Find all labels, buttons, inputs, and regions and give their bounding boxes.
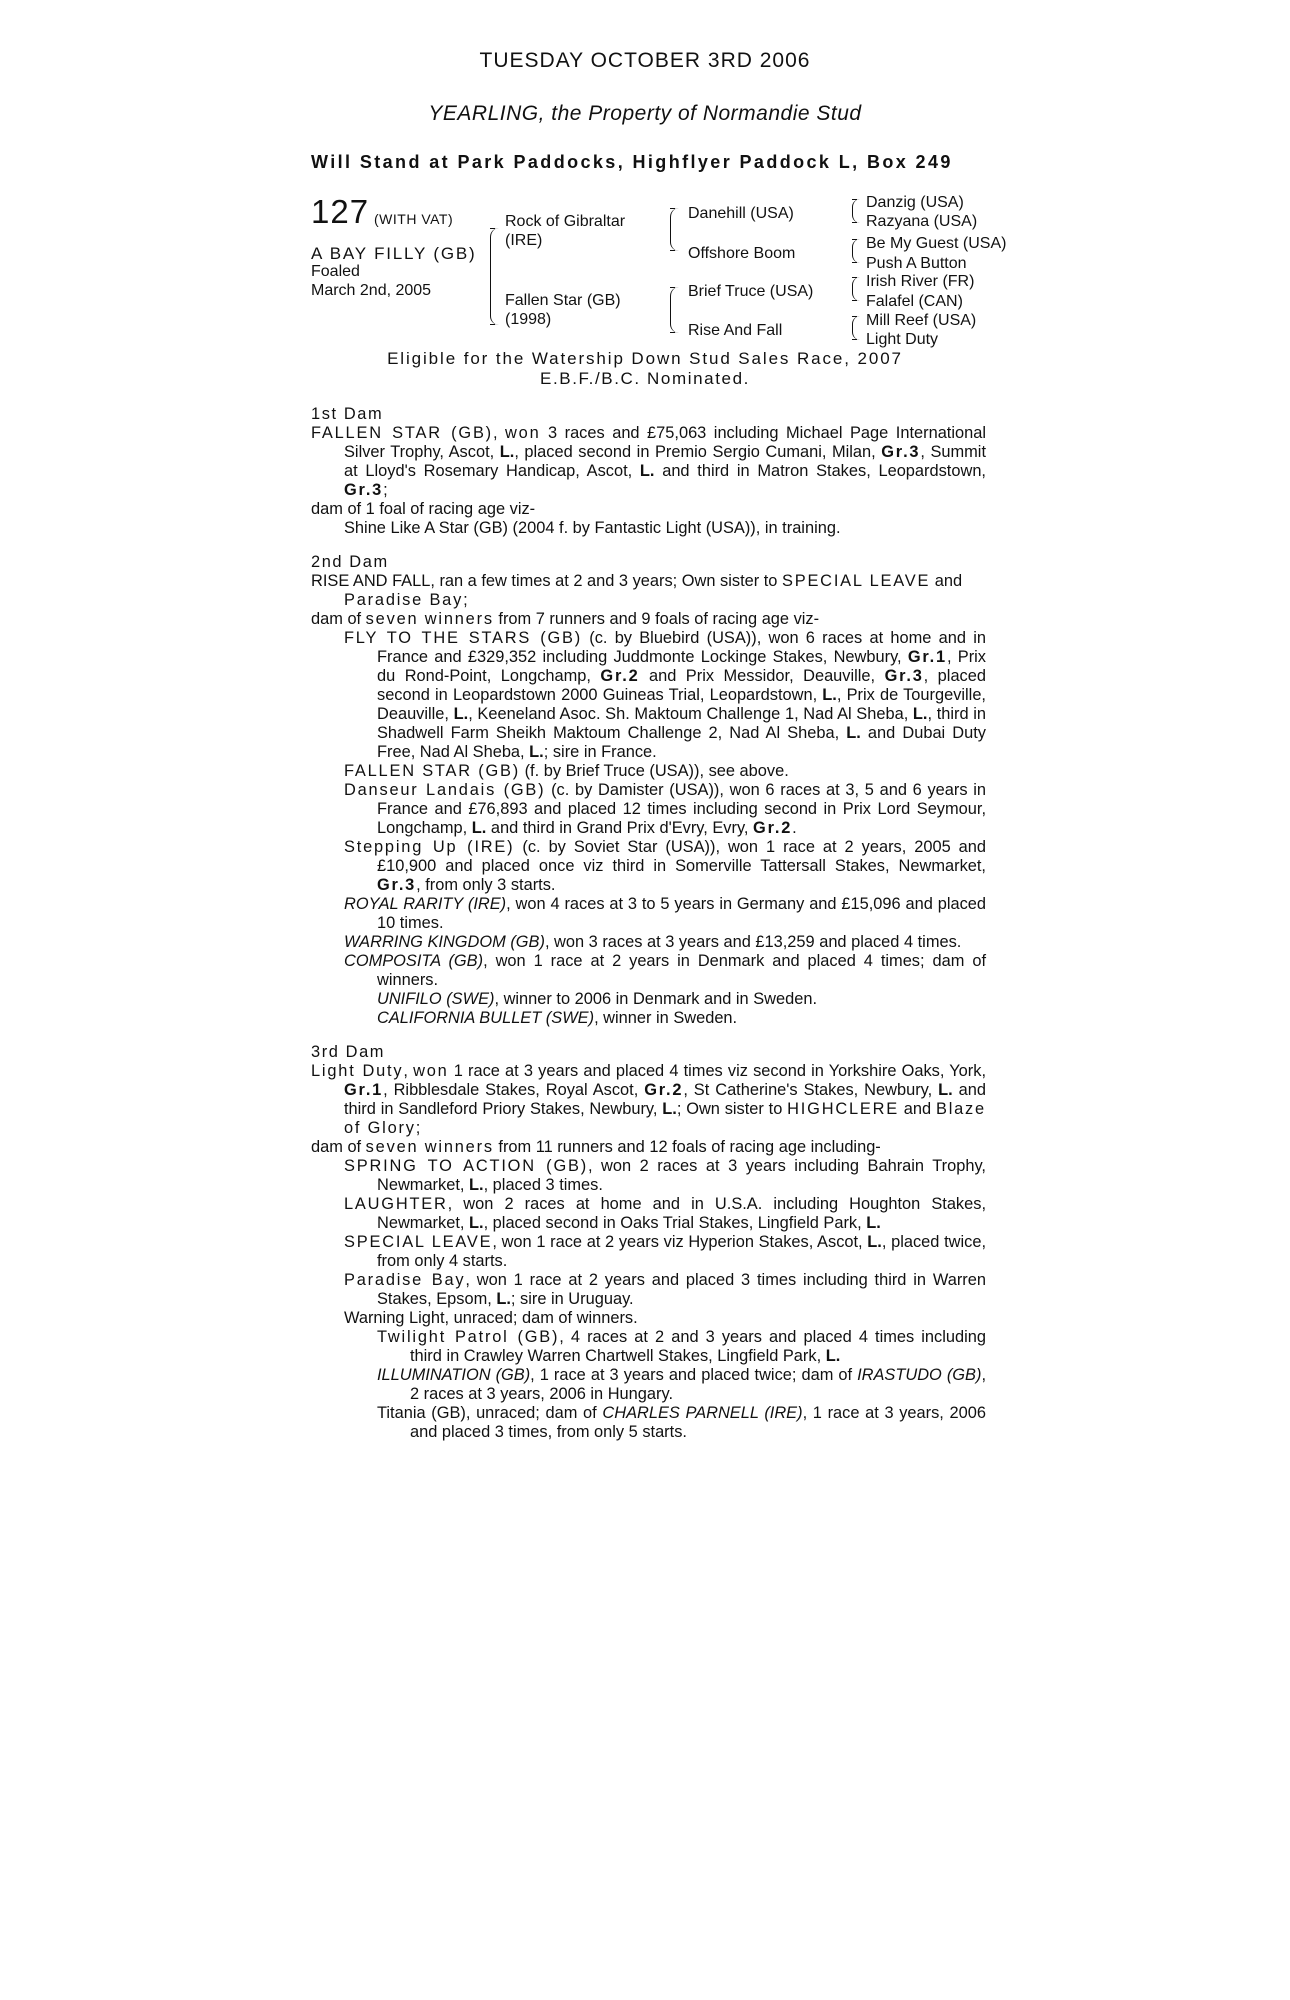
pedigree-bracket-g4: [852, 316, 860, 340]
pedigree-dam-dam: Rise And Fall: [688, 322, 783, 339]
pedigree-g5: Irish River (FR): [866, 273, 975, 290]
pedigree-bracket-main: [490, 228, 499, 325]
first-dam-produce-1: Shine Like A Star (GB) (2004 f. by Fantastic Light (USA)), in training.: [344, 519, 841, 537]
pedigree-g2: Razyana (USA): [866, 213, 978, 230]
warning-light-produce-twilight-patrol: Twilight Patrol (GB), 4 races at 2 and 3 years and placed 4 times including third in Crawley Warren Chartwell Stakes, Lingfield Park, L.: [377, 1328, 986, 1365]
pedigree-dam-sire: Brief Truce (USA): [688, 283, 814, 300]
pedigree-sire-sire: Danehill (USA): [688, 205, 794, 222]
second-dam-produce-stepping-up: Stepping Up (IRE) (c. by Soviet Star (USA)), won 1 race at 2 years, 2005 and £10,900 and placed once viz third in Somerville Tattersall Stakes, Newmarket, Gr.3, from only 3 starts.: [344, 838, 987, 894]
first-dam-produce-intro: dam of 1 foal of racing age viz-: [311, 500, 536, 518]
sale-date: TUESDAY OCTOBER 3RD 2006: [479, 49, 811, 72]
second-dam-produce-fallen-star: FALLEN STAR (GB) (f. by Brief Truce (USA)), see above.: [344, 762, 789, 780]
pedigree-g8: Light Duty: [866, 331, 939, 348]
second-dam-heading: 2nd Dam: [311, 553, 389, 571]
second-dam-produce-composita: COMPOSITA (GB), won 1 race at 2 years in Denmark and placed 4 times; dam of winners.: [344, 952, 986, 989]
third-dam-intro: Light Duty, won 1 race at 3 years and placed 4 times viz second in Yorkshire Oaks, York, Gr.1, Ribblesdale Stakes, Royal Ascot, Gr.2, St Catherine's Stakes, Newbury, L. and third in Sandleford Priory Stakes, Newbury, L.; Own sister to HIGHCLERE and Blaze of Glory;: [311, 1062, 986, 1137]
pedigree-sire-origin: (IRE): [505, 232, 543, 249]
composita-produce-unifilo: UNIFILO (SWE), winner to 2006 in Denmark and in Sweden.: [377, 990, 818, 1008]
vat-note: (WITH VAT): [374, 211, 454, 227]
eligibility-line: Eligible for the Watership Down Stud Sales Race, 2007: [387, 349, 903, 368]
foaled-label: Foaled: [311, 263, 360, 280]
pedigree-g6: Falafel (CAN): [866, 293, 963, 310]
lot-name: A BAY FILLY (GB): [311, 244, 477, 263]
second-dam-produce-warring-kingdom: WARRING KINGDOM (GB), won 3 races at 3 years and £13,259 and placed 4 times.: [344, 933, 962, 951]
third-dam-produce-spring-to-action: SPRING TO ACTION (GB), won 2 races at 3 years including Bahrain Trophy, Newmarket, L., placed 3 times.: [344, 1157, 986, 1194]
stand-location: Will Stand at Park Paddocks, Highflyer Paddock L, Box 249: [311, 152, 953, 172]
second-dam-produce-royal-rarity: ROYAL RARITY (IRE), won 4 races at 3 to 5 years in Germany and £15,096 and placed 10 times.: [344, 895, 987, 932]
pedigree-bracket-g1: [852, 199, 860, 223]
second-dam-produce-fly-to-the-stars: FLY TO THE STARS (GB) (c. by Bluebird (USA)), won 6 races at home and in France and £329,352 including Juddmonte Lockinge Stakes, Newbury, Gr.1, Prix du Rond-Point, Longchamp, Gr.2 and Prix Messidor, Deauville, Gr.3, placed second in Leopardstown 2000 Guineas Trial, Leopardstown, L., Prix de Tourgeville, Deauville, L., Keeneland Asoc. Sh. Maktoum Challenge 1, Nad Al Sheba, L., third in Shadwell Farm Sheikh Maktoum Challenge 2, Nad Al Sheba, L. and Dubai Duty Free, Nad Al Sheba, L.; sire in France.: [344, 629, 986, 761]
pedigree-g1: Danzig (USA): [866, 194, 964, 211]
pedigree-bracket-g2: [852, 239, 860, 263]
nomination-line: E.B.F./B.C. Nominated.: [540, 369, 750, 388]
pedigree-sire: Rock of Gibraltar: [505, 213, 626, 230]
second-dam-produce-danseur-landais: Danseur Landais (GB) (c. by Damister (USA)), won 6 races at 3, 5 and 6 years in France and £76,893 and placed 12 times including second in Prix Lord Seymour, Longchamp, L. and third in Grand Prix d'Evry, Evry, Gr.2.: [344, 781, 987, 837]
pedigree-g7: Mill Reef (USA): [866, 312, 977, 329]
third-dam-produce-paradise-bay: Paradise Bay, won 1 race at 2 years and placed 3 times including third in Warren Stakes, Epsom, L.; sire in Uruguay.: [344, 1271, 986, 1308]
pedigree-g4: Push A Button: [866, 255, 967, 272]
third-dam-produce-special-leave: SPECIAL LEAVE, won 1 race at 2 years viz Hyperion Stakes, Ascot, L., placed twice, from only 4 starts.: [344, 1233, 986, 1270]
pedigree-dam-year: (1998): [505, 311, 552, 328]
pedigree-bracket-sire: [670, 208, 679, 251]
first-dam-record: FALLEN STAR (GB), won 3 races and £75,063 including Michael Page International Silver Trophy, Ascot, L., placed second in Premio Sergio Cumani, Milan, Gr.3, Summit at Lloyd's Rosemary Handicap, Ascot, L. and third in Matron Stakes, Leopardstown, Gr.3;: [311, 424, 986, 499]
composita-produce-california-bullet: CALIFORNIA BULLET (SWE), winner in Sweden.: [377, 1009, 738, 1027]
third-dam-produce-intro: dam of seven winners from 11 runners and 12 foals of racing age including-: [311, 1138, 881, 1156]
pedigree-bracket-g3: [852, 277, 860, 301]
lot-subtitle: YEARLING, the Property of Normandie Stud: [428, 102, 862, 125]
pedigree-sire-dam: Offshore Boom: [688, 245, 796, 262]
warning-light-produce-titania: Titania (GB), unraced; dam of CHARLES PARNELL (IRE), 1 race at 3 years, 2006 and placed 3 times, from only 5 starts.: [377, 1404, 986, 1441]
third-dam-heading: 3rd Dam: [311, 1043, 386, 1061]
second-dam-intro: RISE AND FALL, ran a few times at 2 and 3 years; Own sister to SPECIAL LEAVE and Paradise Bay;: [311, 572, 963, 609]
catalogue-body: [311, 405, 986, 1442]
pedigree-bracket-dam: [670, 287, 679, 333]
third-dam-produce-warning-light: Warning Light, unraced; dam of winners.: [344, 1309, 638, 1327]
second-dam-produce-intro: dam of seven winners from 7 runners and 9 foals of racing age viz-: [311, 610, 820, 628]
third-dam-produce-laughter: LAUGHTER, won 2 races at home and in U.S.A. including Houghton Stakes, Newmarket, L., placed second in Oaks Trial Stakes, Lingfield Park, L.: [344, 1195, 986, 1232]
lot-number: 127: [311, 193, 370, 230]
foaled-date: March 2nd, 2005: [311, 282, 432, 299]
pedigree-g3: Be My Guest (USA): [866, 235, 1007, 252]
pedigree-dam: Fallen Star (GB): [505, 292, 621, 309]
first-dam-heading: 1st Dam: [311, 405, 384, 423]
warning-light-produce-illumination: ILLUMINATION (GB), 1 race at 3 years and placed twice; dam of IRASTUDO (GB), 2 races at 3 years, 2006 in Hungary.: [377, 1366, 986, 1403]
